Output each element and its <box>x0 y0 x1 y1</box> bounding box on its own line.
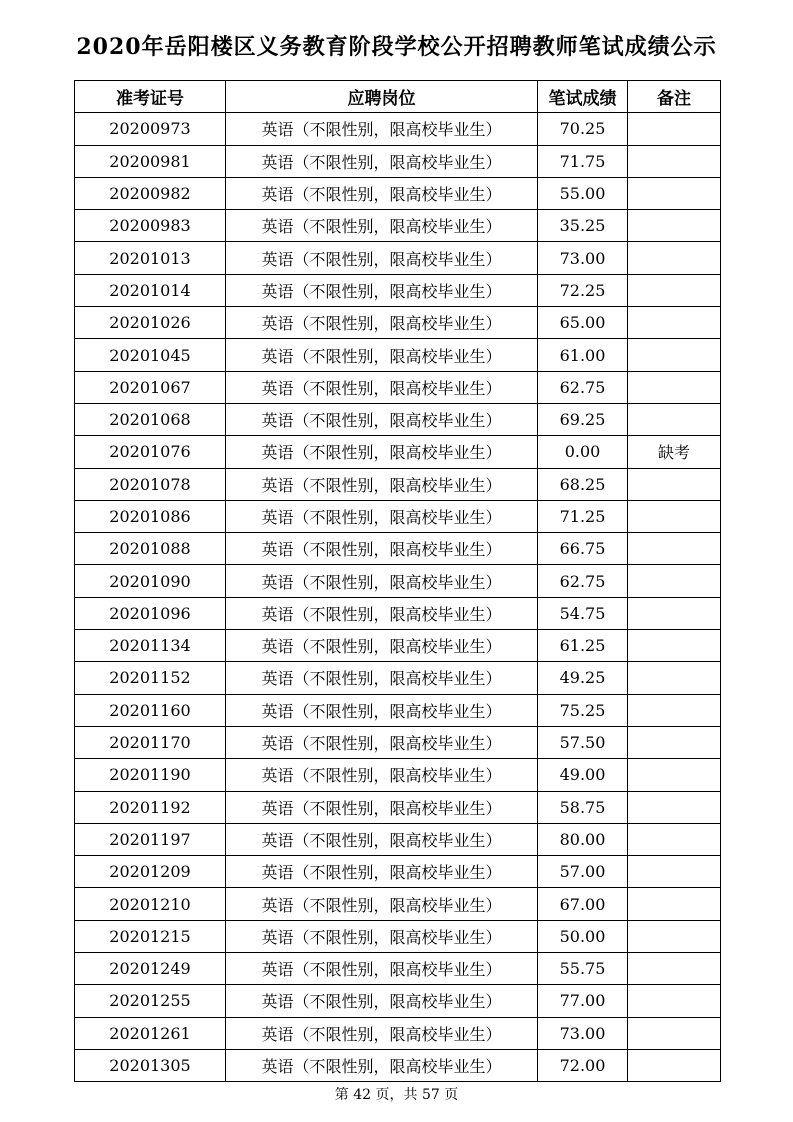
cell-exam-id: 20201192 <box>75 791 226 823</box>
cell-score: 35.25 <box>538 210 628 242</box>
cell-exam-id: 20201215 <box>75 920 226 952</box>
cell-position: 英语（不限性别，限高校毕业生） <box>226 307 538 339</box>
table-row <box>75 662 721 694</box>
cell-note <box>628 500 721 532</box>
cell-exam-id: 20201190 <box>75 759 226 791</box>
cell-exam-id: 20201026 <box>75 307 226 339</box>
table-row <box>75 177 721 209</box>
cell-position: 英语（不限性别，限高校毕业生） <box>226 500 538 532</box>
table-row <box>75 953 721 985</box>
table-row <box>75 210 721 242</box>
cell-score: 73.00 <box>538 1017 628 1049</box>
cell-position: 英语（不限性别，限高校毕业生） <box>226 533 538 565</box>
cell-exam-id: 20201134 <box>75 630 226 662</box>
score-table <box>74 80 721 1082</box>
table-row <box>75 630 721 662</box>
cell-exam-id: 20201014 <box>75 274 226 306</box>
cell-exam-id: 20201096 <box>75 597 226 629</box>
cell-note <box>628 565 721 597</box>
table-row <box>75 791 721 823</box>
cell-exam-id: 20201086 <box>75 500 226 532</box>
cell-note <box>628 823 721 855</box>
cell-note <box>628 113 721 145</box>
cell-score: 73.00 <box>538 242 628 274</box>
cell-note <box>628 371 721 403</box>
cell-position: 英语（不限性别，限高校毕业生） <box>226 791 538 823</box>
cell-position: 英语（不限性别，限高校毕业生） <box>226 1049 538 1081</box>
table-row <box>75 759 721 791</box>
table-row <box>75 500 721 532</box>
header-exam-id: 准考证号 <box>75 81 226 113</box>
cell-exam-id: 20201067 <box>75 371 226 403</box>
cell-score: 62.75 <box>538 565 628 597</box>
header-score: 笔试成绩 <box>538 81 628 113</box>
cell-position: 英语（不限性别，限高校毕业生） <box>226 145 538 177</box>
cell-position: 英语（不限性别，限高校毕业生） <box>226 565 538 597</box>
cell-exam-id: 20201152 <box>75 662 226 694</box>
cell-note <box>628 1017 721 1049</box>
cell-position: 英语（不限性别，限高校毕业生） <box>226 242 538 274</box>
cell-score: 49.00 <box>538 759 628 791</box>
cell-score: 72.25 <box>538 274 628 306</box>
table-row <box>75 339 721 371</box>
table-row <box>75 888 721 920</box>
cell-position: 英语（不限性别，限高校毕业生） <box>226 436 538 468</box>
page-title: 2020年岳阳楼区义务教育阶段学校公开招聘教师笔试成绩公示 <box>76 34 717 60</box>
cell-note <box>628 726 721 758</box>
cell-exam-id: 20200982 <box>75 177 226 209</box>
cell-exam-id: 20201261 <box>75 1017 226 1049</box>
cell-score: 61.00 <box>538 339 628 371</box>
cell-position: 英语（不限性别，限高校毕业生） <box>226 726 538 758</box>
cell-position: 英语（不限性别，限高校毕业生） <box>226 759 538 791</box>
table-row <box>75 856 721 888</box>
cell-exam-id: 20201013 <box>75 242 226 274</box>
cell-score: 50.00 <box>538 920 628 952</box>
cell-exam-id: 20201249 <box>75 953 226 985</box>
table-row <box>75 242 721 274</box>
cell-position: 英语（不限性别，限高校毕业生） <box>226 953 538 985</box>
cell-exam-id: 20201078 <box>75 468 226 500</box>
table-row <box>75 597 721 629</box>
table-row <box>75 565 721 597</box>
cell-exam-id: 20200983 <box>75 210 226 242</box>
table-row <box>75 145 721 177</box>
cell-note <box>628 856 721 888</box>
table-row <box>75 436 721 468</box>
table-row <box>75 403 721 435</box>
cell-note <box>628 339 721 371</box>
table-row <box>75 533 721 565</box>
cell-position: 英语（不限性别，限高校毕业生） <box>226 630 538 662</box>
cell-score: 57.50 <box>538 726 628 758</box>
table-row <box>75 985 721 1017</box>
cell-note <box>628 1049 721 1081</box>
cell-note <box>628 662 721 694</box>
table-row <box>75 726 721 758</box>
table-row <box>75 823 721 855</box>
cell-note <box>628 210 721 242</box>
cell-score: 65.00 <box>538 307 628 339</box>
header-position: 应聘岗位 <box>226 81 538 113</box>
cell-score: 55.00 <box>538 177 628 209</box>
page-footer: 第 42 页，共 57 页 <box>334 1087 459 1103</box>
cell-score: 61.25 <box>538 630 628 662</box>
table-header-row <box>75 81 721 113</box>
cell-note <box>628 985 721 1017</box>
cell-score: 57.00 <box>538 856 628 888</box>
cell-note <box>628 597 721 629</box>
cell-note <box>628 177 721 209</box>
cell-position: 英语（不限性别，限高校毕业生） <box>226 210 538 242</box>
cell-exam-id: 20201068 <box>75 403 226 435</box>
cell-position: 英语（不限性别，限高校毕业生） <box>226 274 538 306</box>
cell-position: 英语（不限性别，限高校毕业生） <box>226 468 538 500</box>
table-row <box>75 1017 721 1049</box>
cell-exam-id: 20201160 <box>75 694 226 726</box>
cell-position: 英语（不限性别，限高校毕业生） <box>226 177 538 209</box>
cell-score: 75.25 <box>538 694 628 726</box>
cell-position: 英语（不限性别，限高校毕业生） <box>226 694 538 726</box>
cell-score: 55.75 <box>538 953 628 985</box>
cell-note <box>628 888 721 920</box>
cell-score: 54.75 <box>538 597 628 629</box>
cell-note <box>628 145 721 177</box>
cell-note <box>628 630 721 662</box>
cell-note <box>628 920 721 952</box>
cell-note <box>628 694 721 726</box>
cell-score: 0.00 <box>538 436 628 468</box>
cell-position: 英语（不限性别，限高校毕业生） <box>226 1017 538 1049</box>
cell-exam-id: 20201088 <box>75 533 226 565</box>
table-row <box>75 694 721 726</box>
cell-score: 69.25 <box>538 403 628 435</box>
cell-note <box>628 791 721 823</box>
cell-score: 71.25 <box>538 500 628 532</box>
cell-note: 缺考 <box>628 436 721 468</box>
cell-exam-id: 20201076 <box>75 436 226 468</box>
table-row <box>75 113 721 145</box>
cell-score: 67.00 <box>538 888 628 920</box>
cell-note <box>628 274 721 306</box>
cell-score: 66.75 <box>538 533 628 565</box>
cell-position: 英语（不限性别，限高校毕业生） <box>226 597 538 629</box>
table-row <box>75 920 721 952</box>
cell-note <box>628 953 721 985</box>
table-row <box>75 1049 721 1081</box>
cell-position: 英语（不限性别，限高校毕业生） <box>226 113 538 145</box>
cell-position: 英语（不限性别，限高校毕业生） <box>226 823 538 855</box>
cell-score: 49.25 <box>538 662 628 694</box>
cell-score: 68.25 <box>538 468 628 500</box>
cell-position: 英语（不限性别，限高校毕业生） <box>226 662 538 694</box>
cell-exam-id: 20201045 <box>75 339 226 371</box>
cell-score: 70.25 <box>538 113 628 145</box>
cell-note <box>628 759 721 791</box>
cell-exam-id: 20201170 <box>75 726 226 758</box>
cell-exam-id: 20201197 <box>75 823 226 855</box>
cell-position: 英语（不限性别，限高校毕业生） <box>226 985 538 1017</box>
cell-exam-id: 20201210 <box>75 888 226 920</box>
cell-note <box>628 533 721 565</box>
cell-position: 英语（不限性别，限高校毕业生） <box>226 371 538 403</box>
cell-exam-id: 20201090 <box>75 565 226 597</box>
cell-note <box>628 403 721 435</box>
cell-score: 77.00 <box>538 985 628 1017</box>
cell-score: 72.00 <box>538 1049 628 1081</box>
cell-note <box>628 307 721 339</box>
cell-position: 英语（不限性别，限高校毕业生） <box>226 888 538 920</box>
cell-position: 英语（不限性别，限高校毕业生） <box>226 920 538 952</box>
table-row <box>75 371 721 403</box>
cell-position: 英语（不限性别，限高校毕业生） <box>226 339 538 371</box>
cell-exam-id: 20201255 <box>75 985 226 1017</box>
header-note: 备注 <box>628 81 721 113</box>
cell-note <box>628 242 721 274</box>
cell-score: 58.75 <box>538 791 628 823</box>
cell-exam-id: 20201305 <box>75 1049 226 1081</box>
table-row <box>75 468 721 500</box>
cell-position: 英语（不限性别，限高校毕业生） <box>226 856 538 888</box>
cell-score: 71.75 <box>538 145 628 177</box>
cell-score: 62.75 <box>538 371 628 403</box>
table-row <box>75 307 721 339</box>
cell-score: 80.00 <box>538 823 628 855</box>
cell-note <box>628 468 721 500</box>
cell-exam-id: 20201209 <box>75 856 226 888</box>
cell-exam-id: 20200981 <box>75 145 226 177</box>
cell-position: 英语（不限性别，限高校毕业生） <box>226 403 538 435</box>
table-row <box>75 274 721 306</box>
cell-exam-id: 20200973 <box>75 113 226 145</box>
